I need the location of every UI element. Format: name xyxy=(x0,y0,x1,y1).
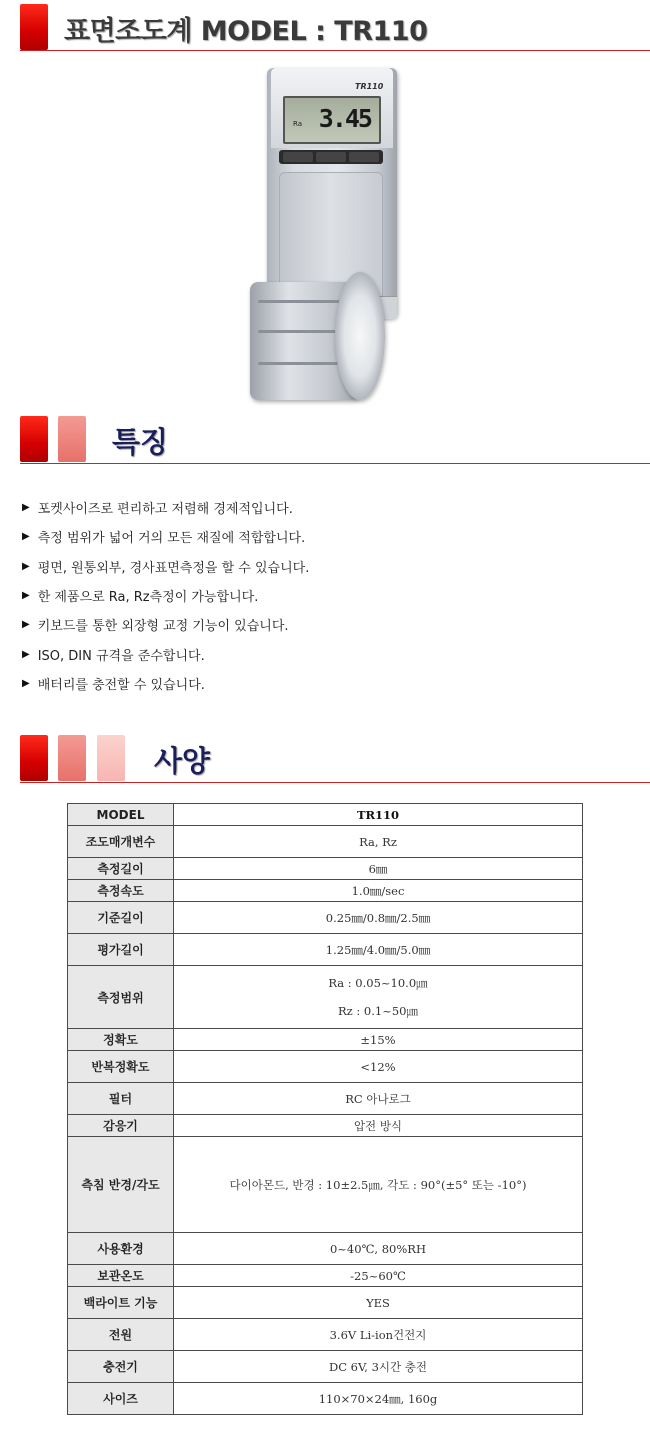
list-item xyxy=(22,493,309,522)
spec-header xyxy=(20,735,650,783)
spec-key: 사용환경 xyxy=(68,1233,174,1265)
section-marker-pink xyxy=(58,416,86,462)
spec-value: -25~60℃ xyxy=(174,1265,583,1287)
table-row xyxy=(68,1287,583,1319)
feature-text: 한 제품으로 Ra, Rz측정이 가능합니다. xyxy=(37,590,259,606)
bullet-icon: ▶ xyxy=(22,502,30,514)
device-display xyxy=(283,96,381,144)
clamp-ring xyxy=(335,272,385,400)
section-marker-pink xyxy=(58,735,86,781)
table-row xyxy=(68,966,583,1029)
spec-key: 정확도 xyxy=(68,1029,174,1051)
bullet-icon: ▶ xyxy=(22,590,30,602)
spec-value: 0.25㎜/0.8㎜/2.5㎜ xyxy=(174,902,583,934)
spec-value: 0~40℃, 80%RH xyxy=(174,1233,583,1265)
spec-value: 1.0㎜/sec xyxy=(174,880,583,902)
spec-value: 압전 방식 xyxy=(174,1115,583,1137)
spec-value: RC 아나로그 xyxy=(174,1083,583,1115)
spec-value: 3.6V Li-ion건전지 xyxy=(174,1319,583,1351)
page-title: 표면조도계 MODEL : TR110 xyxy=(64,16,428,47)
table-row xyxy=(68,1051,583,1083)
device-brand: TR110 xyxy=(355,82,384,91)
feature-text: 포켓사이즈로 편리하고 저렴해 경제적입니다. xyxy=(37,502,293,518)
section-marker-red xyxy=(20,416,48,462)
device-front xyxy=(271,68,393,148)
table-row xyxy=(68,1351,583,1383)
spec-key: 측침 반경/각도 xyxy=(68,1137,174,1233)
list-item xyxy=(22,552,309,581)
spec-table xyxy=(67,803,583,1415)
spec-key: 측정범위 xyxy=(68,966,174,1029)
feature-text: ISO, DIN 규격을 준수합니다. xyxy=(37,648,205,664)
table-row xyxy=(68,1265,583,1287)
title-divider xyxy=(20,50,650,51)
spec-value: <12% xyxy=(174,1051,583,1083)
product-image xyxy=(240,62,410,407)
table-row xyxy=(68,1383,583,1415)
spec-value: TR110 xyxy=(174,804,583,826)
spec-key: 측정속도 xyxy=(68,880,174,902)
list-item xyxy=(22,610,309,639)
table-row xyxy=(68,858,583,880)
list-item xyxy=(22,669,309,698)
table-row xyxy=(68,1083,583,1115)
features-title: 특징 xyxy=(112,425,169,459)
spec-key: 보관온도 xyxy=(68,1265,174,1287)
spec-value: YES xyxy=(174,1287,583,1319)
device-keypad xyxy=(279,150,383,164)
spec-divider xyxy=(20,782,650,783)
spec-key: 감응기 xyxy=(68,1115,174,1137)
bullet-icon: ▶ xyxy=(22,648,30,660)
table-row xyxy=(68,880,583,902)
list-item xyxy=(22,581,309,610)
spec-value xyxy=(174,966,583,1029)
table-row xyxy=(68,1233,583,1265)
device-key xyxy=(283,152,313,162)
spec-key: 사이즈 xyxy=(68,1383,174,1415)
table-row xyxy=(68,804,583,826)
spec-value: 6㎜ xyxy=(174,858,583,880)
spec-key: MODEL xyxy=(68,804,174,826)
spec-key: 백라이트 기능 xyxy=(68,1287,174,1319)
feature-text: 키보드를 통한 외장형 교정 기능이 있습니다. xyxy=(37,619,289,635)
spec-value: 다이아몬드, 반경 : 10±2.5㎛, 각도 : 90°(±5° 또는 -10°) xyxy=(174,1137,583,1233)
table-row xyxy=(68,934,583,966)
spec-key: 필터 xyxy=(68,1083,174,1115)
spec-value: 110×70×24㎜, 160g xyxy=(174,1383,583,1415)
spec-key: 전원 xyxy=(68,1319,174,1351)
section-marker-red xyxy=(20,735,48,781)
spec-key: 조도매개변수 xyxy=(68,826,174,858)
spec-key: 반복정확도 xyxy=(68,1051,174,1083)
bullet-icon: ▶ xyxy=(22,619,30,631)
list-item xyxy=(22,522,309,551)
spec-title: 사양 xyxy=(154,744,211,778)
spec-value: Ra, Rz xyxy=(174,826,583,858)
bullet-icon: ▶ xyxy=(22,677,30,689)
display-value: 3.45 xyxy=(318,104,371,133)
list-item xyxy=(22,639,309,668)
spec-key: 평가길이 xyxy=(68,934,174,966)
spec-value: 1.25㎜/4.0㎜/5.0㎜ xyxy=(174,934,583,966)
spec-key: 측정길이 xyxy=(68,858,174,880)
spec-value: DC 6V, 3시간 충전 xyxy=(174,1351,583,1383)
line-gap xyxy=(174,991,582,1003)
spec-key: 기준길이 xyxy=(68,902,174,934)
table-row xyxy=(68,902,583,934)
table-row xyxy=(68,1029,583,1051)
device-clamp xyxy=(250,262,380,402)
device-key xyxy=(316,152,346,162)
spec-value-line: Rz : 0.1~50㎛ xyxy=(338,1004,418,1018)
feature-list xyxy=(22,493,309,698)
section-marker-light xyxy=(97,735,125,781)
bullet-icon: ▶ xyxy=(22,531,30,543)
table-row xyxy=(68,1137,583,1233)
feature-text: 측정 범위가 넓어 거의 모든 재질에 적합합니다. xyxy=(37,531,306,547)
table-row xyxy=(68,826,583,858)
bullet-icon: ▶ xyxy=(22,560,30,572)
spec-value: ±15% xyxy=(174,1029,583,1051)
display-unit: Ra xyxy=(293,120,302,128)
feature-text: 평면, 원통외부, 경사표면측정을 할 수 있습니다. xyxy=(37,560,310,576)
device-key xyxy=(349,152,379,162)
spec-key: 충전기 xyxy=(68,1351,174,1383)
table-row xyxy=(68,1319,583,1351)
features-divider xyxy=(20,463,650,464)
spec-value-line: Ra : 0.05~10.0㎛ xyxy=(328,976,428,990)
title-header xyxy=(20,4,650,51)
features-header xyxy=(20,416,650,464)
feature-text: 배터리를 충전할 수 있습니다. xyxy=(37,677,205,693)
title-marker xyxy=(20,4,48,50)
table-row xyxy=(68,1115,583,1137)
